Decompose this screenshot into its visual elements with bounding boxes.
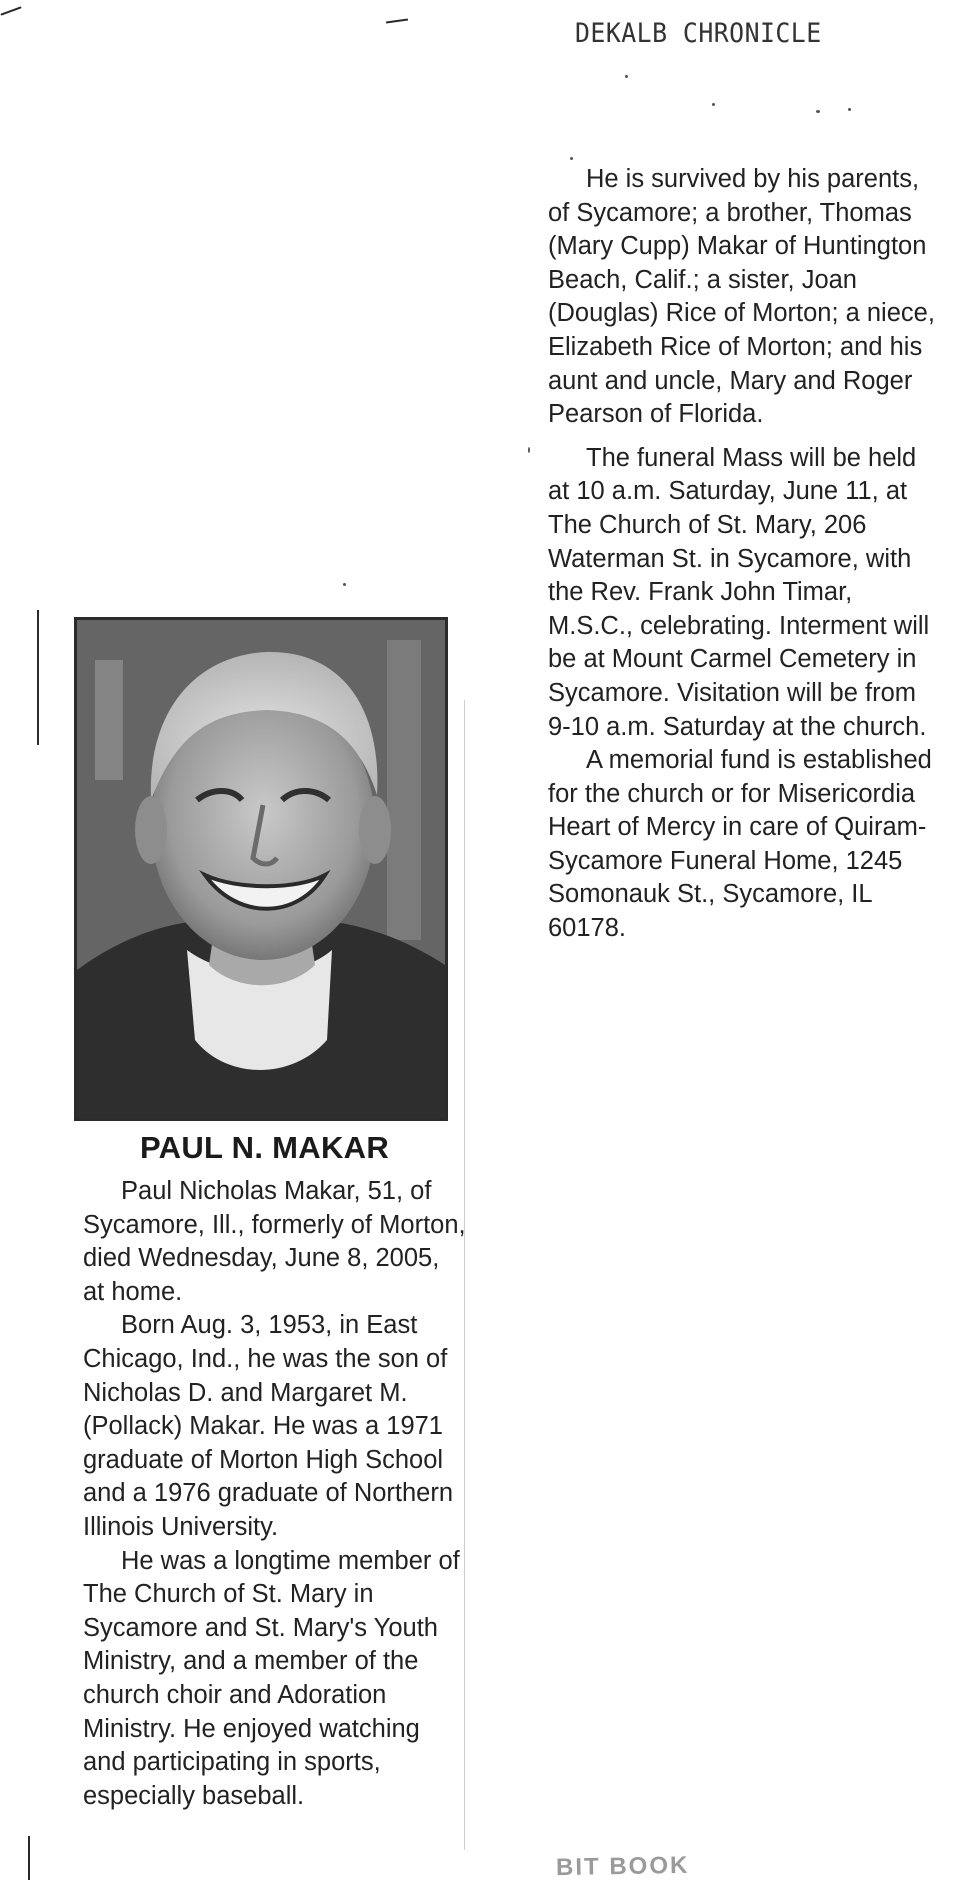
scan-speck — [625, 75, 628, 78]
scan-bottom-rule — [28, 1836, 30, 1880]
scan-speck — [712, 103, 715, 106]
memorial-paragraph: A memorial fund is established for the church or for Misericordia Heart of Mercy in care of Quiram-Sycamore Funeral Home, 1245 Somonauk St., Sycamore, IL 60178. — [548, 746, 932, 943]
funeral-paragraph: The funeral Mass will be held at 10 a.m. Saturday, June 11, at The Church of St. Mary, 206 Waterman St. in Sycamore, with the Rev. Frank John Timar, M.S.C., celebrating. Interment will be at Mount Carmel Cemetery in Sycamore. Visitation will be from 9-10 a.m. Saturday at the church. — [548, 443, 930, 741]
scan-speck — [343, 583, 346, 586]
scan-speck — [570, 157, 573, 160]
scan-dash-mark — [386, 18, 408, 23]
scan-speck — [528, 447, 530, 453]
obit-book-stamp: BIT BOOK — [555, 1851, 690, 1882]
obituary-continued-column — [548, 163, 943, 946]
obituary-name: PAUL N. MAKAR — [140, 1130, 390, 1165]
survivors-paragraph: He is survived by his parents, of Sycamore; a brother, Thomas (Mary Cupp) Makar of Huntington Beach, Calif.; a sister, Joan (Douglas) Rice of Morton; a niece, Elizabeth Rice of Morton; and his aunt and uncle, Mary and Roger Pearson of Florida. — [548, 165, 935, 429]
scan-speck — [816, 110, 820, 113]
biography-paragraph: Born Aug. 3, 1953, in East Chicago, Ind., he was the son of Nicholas D. and Margaret M. (Pollack) Makar. He was a 1971 graduate of Morton High School and a 1976 graduate of Northern Illinois University. — [83, 1311, 454, 1541]
column-gap — [548, 432, 943, 442]
death-notice-paragraph: Paul Nicholas Makar, 51, of Sycamore, Ill., formerly of Morton, died Wednesday, June 8, 2005, at home. — [83, 1177, 466, 1306]
scan-speck — [848, 108, 851, 111]
obituary-main-column — [83, 1175, 466, 1813]
scan-left-rule — [37, 610, 39, 745]
portrait-photo — [74, 617, 448, 1121]
activities-paragraph: He was a longtime member of The Church of St. Mary in Sycamore and St. Mary's Youth Ministry, and a member of the church choir and Adoration Ministry. He enjoyed watching and participating in sports, especially baseball. — [83, 1546, 460, 1810]
portrait-photo-icon — [77, 620, 445, 1118]
scan-corner-mark — [0, 6, 21, 15]
publication-header: DEKALB CHRONICLE — [575, 18, 822, 49]
